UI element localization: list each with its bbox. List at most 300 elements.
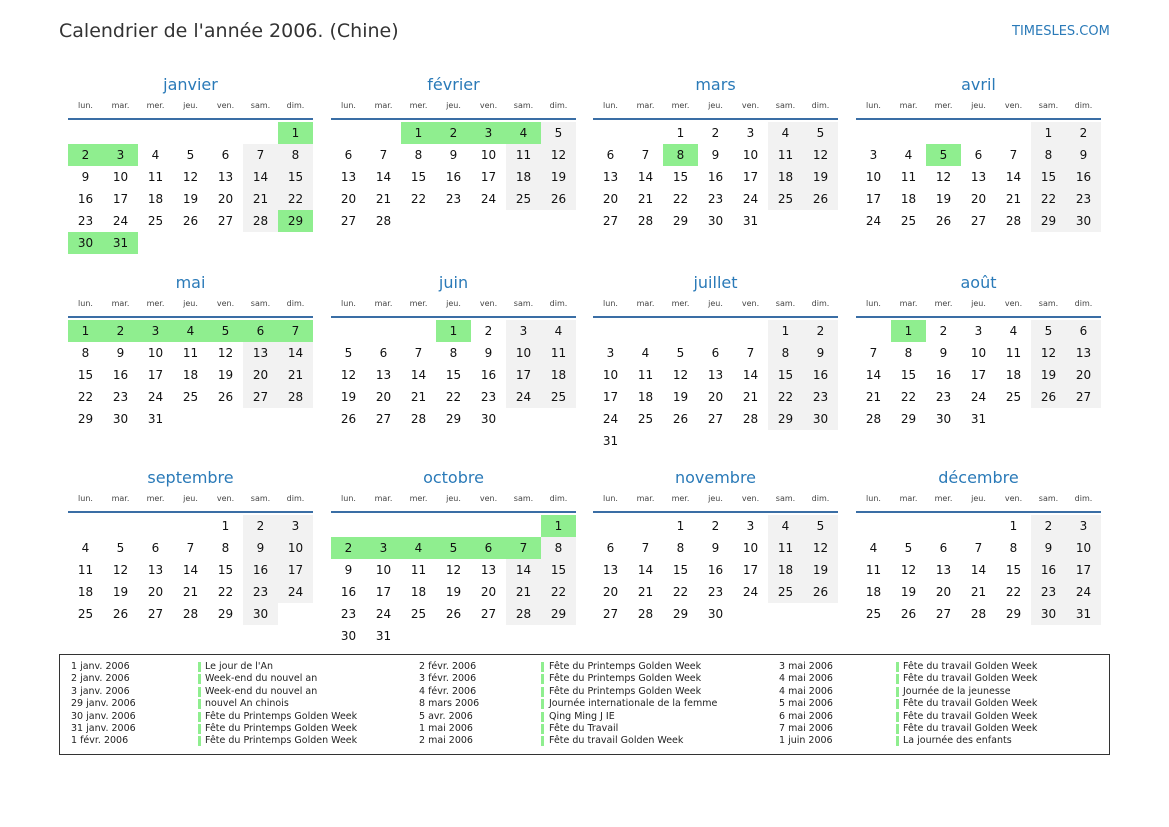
day-cell[interactable]: 25 — [410, 607, 427, 621]
day-cell[interactable]: 28 — [243, 210, 278, 232]
day-cell[interactable]: 9 — [1066, 144, 1101, 166]
day-cell[interactable]: 23 — [445, 192, 462, 206]
day-cell[interactable]: 4 — [768, 515, 803, 537]
day-cell[interactable]: 20 — [970, 192, 987, 206]
day-cell[interactable]: 9 — [449, 148, 458, 162]
day-cell[interactable]: 14 — [637, 170, 654, 184]
day-cell[interactable]: 24 — [1066, 581, 1101, 603]
day-cell[interactable]: 2 — [1031, 515, 1066, 537]
day-cell[interactable]: 3 — [471, 122, 506, 144]
day-cell[interactable]: 22 — [445, 390, 462, 404]
day-cell[interactable]: 17 — [1066, 559, 1101, 581]
day-cell[interactable]: 5 — [803, 515, 838, 537]
day-cell[interactable]: 20 — [602, 192, 619, 206]
day-cell[interactable]: 20 — [217, 192, 234, 206]
day-cell[interactable]: 28 — [970, 607, 987, 621]
day-cell[interactable]: 11 — [541, 342, 576, 364]
day-cell[interactable]: 21 — [243, 188, 278, 210]
day-cell[interactable]: 10 — [970, 346, 987, 360]
day-cell[interactable]: 20 — [1066, 364, 1101, 386]
day-cell[interactable]: 19 — [935, 192, 952, 206]
day-cell[interactable]: 30 — [68, 232, 103, 254]
day-cell[interactable]: 13 — [602, 563, 619, 577]
day-cell[interactable]: 25 — [768, 188, 803, 210]
day-cell[interactable]: 20 — [935, 585, 952, 599]
day-cell[interactable]: 6 — [974, 148, 983, 162]
day-cell[interactable]: 18 — [147, 192, 164, 206]
day-cell[interactable]: 6 — [471, 537, 506, 559]
day-cell[interactable]: 6 — [1066, 320, 1101, 342]
day-cell[interactable]: 21 — [637, 192, 654, 206]
day-cell[interactable]: 25 — [77, 607, 94, 621]
day-cell[interactable]: 29 — [1031, 210, 1066, 232]
day-cell[interactable]: 23 — [77, 214, 94, 228]
day-cell[interactable]: 24 — [480, 192, 497, 206]
day-cell[interactable]: 1 — [436, 320, 471, 342]
day-cell[interactable]: 4 — [904, 148, 913, 162]
day-cell[interactable]: 30 — [935, 412, 952, 426]
site-link[interactable]: TIMESLES.COM — [1012, 24, 1110, 39]
day-cell[interactable]: 10 — [506, 342, 541, 364]
day-cell[interactable]: 28 — [410, 412, 427, 426]
day-cell[interactable]: 27 — [243, 386, 278, 408]
day-cell[interactable]: 1 — [1009, 519, 1018, 533]
day-cell[interactable]: 18 — [865, 585, 882, 599]
day-cell[interactable]: 23 — [1066, 188, 1101, 210]
day-cell[interactable]: 10 — [1066, 537, 1101, 559]
day-cell[interactable]: 28 — [375, 214, 392, 228]
day-cell[interactable]: 24 — [506, 386, 541, 408]
day-cell[interactable]: 15 — [410, 170, 427, 184]
day-cell[interactable]: 5 — [1031, 320, 1066, 342]
day-cell[interactable]: 2 — [711, 126, 720, 140]
day-cell[interactable]: 30 — [1066, 210, 1101, 232]
day-cell[interactable]: 23 — [935, 390, 952, 404]
day-cell[interactable]: 26 — [900, 607, 917, 621]
day-cell[interactable]: 16 — [243, 559, 278, 581]
day-cell[interactable]: 14 — [865, 368, 882, 382]
day-cell[interactable]: 11 — [410, 563, 427, 577]
day-cell[interactable]: 18 — [900, 192, 917, 206]
day-cell[interactable]: 22 — [278, 188, 313, 210]
day-cell[interactable]: 10 — [742, 541, 759, 555]
day-cell[interactable]: 9 — [939, 346, 948, 360]
day-cell[interactable]: 7 — [278, 320, 313, 342]
day-cell[interactable]: 3 — [869, 148, 878, 162]
day-cell[interactable]: 23 — [803, 386, 838, 408]
day-cell[interactable]: 2 — [803, 320, 838, 342]
day-cell[interactable]: 28 — [865, 412, 882, 426]
day-cell[interactable]: 16 — [935, 368, 952, 382]
day-cell[interactable]: 22 — [77, 390, 94, 404]
day-cell[interactable]: 13 — [707, 368, 724, 382]
day-cell[interactable]: 6 — [606, 541, 615, 555]
day-cell[interactable]: 10 — [278, 537, 313, 559]
day-cell[interactable]: 8 — [81, 346, 90, 360]
day-cell[interactable]: 23 — [480, 390, 497, 404]
day-cell[interactable]: 24 — [375, 607, 392, 621]
day-cell[interactable]: 15 — [768, 364, 803, 386]
day-cell[interactable]: 10 — [112, 170, 129, 184]
day-cell[interactable]: 10 — [375, 563, 392, 577]
day-cell[interactable]: 8 — [663, 144, 698, 166]
day-cell[interactable]: 1 — [891, 320, 926, 342]
day-cell[interactable]: 19 — [803, 559, 838, 581]
day-cell[interactable]: 5 — [186, 148, 195, 162]
day-cell[interactable]: 14 — [243, 166, 278, 188]
day-cell[interactable]: 25 — [768, 581, 803, 603]
day-cell[interactable]: 11 — [637, 368, 654, 382]
day-cell[interactable]: 6 — [151, 541, 160, 555]
day-cell[interactable]: 5 — [436, 537, 471, 559]
day-cell[interactable]: 20 — [375, 390, 392, 404]
day-cell[interactable]: 29 — [1005, 607, 1022, 621]
day-cell[interactable]: 9 — [243, 537, 278, 559]
day-cell[interactable]: 22 — [900, 390, 917, 404]
day-cell[interactable]: 17 — [742, 563, 759, 577]
day-cell[interactable]: 3 — [278, 515, 313, 537]
day-cell[interactable]: 27 — [147, 607, 164, 621]
day-cell[interactable]: 30 — [112, 412, 129, 426]
day-cell[interactable]: 17 — [506, 364, 541, 386]
day-cell[interactable]: 16 — [445, 170, 462, 184]
day-cell[interactable]: 2 — [68, 144, 103, 166]
day-cell[interactable]: 11 — [182, 346, 199, 360]
day-cell[interactable]: 26 — [340, 412, 357, 426]
day-cell[interactable]: 2 — [939, 324, 948, 338]
day-cell[interactable]: 1 — [541, 515, 576, 537]
day-cell[interactable]: 15 — [541, 559, 576, 581]
day-cell[interactable]: 2 — [1066, 122, 1101, 144]
day-cell[interactable]: 23 — [707, 192, 724, 206]
day-cell[interactable]: 23 — [340, 607, 357, 621]
day-cell[interactable]: 8 — [278, 144, 313, 166]
day-cell[interactable]: 11 — [506, 144, 541, 166]
day-cell[interactable]: 13 — [935, 563, 952, 577]
day-cell[interactable]: 10 — [147, 346, 164, 360]
day-cell[interactable]: 21 — [278, 364, 313, 386]
day-cell[interactable]: 31 — [742, 214, 759, 228]
day-cell[interactable]: 25 — [1005, 390, 1022, 404]
day-cell[interactable]: 22 — [1031, 188, 1066, 210]
day-cell[interactable]: 22 — [672, 585, 689, 599]
day-cell[interactable]: 8 — [414, 148, 423, 162]
day-cell[interactable]: 26 — [541, 188, 576, 210]
day-cell[interactable]: 14 — [970, 563, 987, 577]
day-cell[interactable]: 7 — [641, 541, 650, 555]
day-cell[interactable]: 12 — [803, 537, 838, 559]
day-cell[interactable]: 12 — [182, 170, 199, 184]
day-cell[interactable]: 18 — [768, 559, 803, 581]
day-cell[interactable]: 27 — [340, 214, 357, 228]
day-cell[interactable]: 24 — [112, 214, 129, 228]
day-cell[interactable]: 4 — [541, 320, 576, 342]
day-cell[interactable]: 22 — [541, 581, 576, 603]
day-cell[interactable]: 8 — [1031, 144, 1066, 166]
day-cell[interactable]: 9 — [344, 563, 353, 577]
day-cell[interactable]: 2 — [243, 515, 278, 537]
day-cell[interactable]: 12 — [900, 563, 917, 577]
day-cell[interactable]: 2 — [711, 519, 720, 533]
day-cell[interactable]: 30 — [707, 214, 724, 228]
day-cell[interactable]: 28 — [182, 607, 199, 621]
day-cell[interactable]: 22 — [1005, 585, 1022, 599]
day-cell[interactable]: 19 — [217, 368, 234, 382]
day-cell[interactable]: 22 — [217, 585, 234, 599]
day-cell[interactable]: 25 — [182, 390, 199, 404]
day-cell[interactable]: 14 — [375, 170, 392, 184]
day-cell[interactable]: 7 — [414, 346, 423, 360]
day-cell[interactable]: 30 — [243, 603, 278, 625]
day-cell[interactable]: 5 — [208, 320, 243, 342]
day-cell[interactable]: 20 — [602, 585, 619, 599]
day-cell[interactable]: 25 — [900, 214, 917, 228]
day-cell[interactable]: 22 — [410, 192, 427, 206]
day-cell[interactable]: 21 — [410, 390, 427, 404]
day-cell[interactable]: 27 — [217, 214, 234, 228]
day-cell[interactable]: 18 — [1005, 368, 1022, 382]
day-cell[interactable]: 31 — [602, 434, 619, 448]
day-cell[interactable]: 14 — [278, 342, 313, 364]
day-cell[interactable]: 16 — [803, 364, 838, 386]
day-cell[interactable]: 6 — [939, 541, 948, 555]
day-cell[interactable]: 30 — [480, 412, 497, 426]
day-cell[interactable]: 16 — [112, 368, 129, 382]
day-cell[interactable]: 21 — [182, 585, 199, 599]
day-cell[interactable]: 5 — [803, 122, 838, 144]
day-cell[interactable]: 15 — [278, 166, 313, 188]
day-cell[interactable]: 29 — [217, 607, 234, 621]
day-cell[interactable]: 18 — [541, 364, 576, 386]
day-cell[interactable]: 17 — [147, 368, 164, 382]
day-cell[interactable]: 28 — [1005, 214, 1022, 228]
day-cell[interactable]: 6 — [711, 346, 720, 360]
day-cell[interactable]: 26 — [112, 607, 129, 621]
day-cell[interactable]: 1 — [68, 320, 103, 342]
day-cell[interactable]: 13 — [217, 170, 234, 184]
day-cell[interactable]: 28 — [637, 607, 654, 621]
day-cell[interactable]: 25 — [506, 188, 541, 210]
day-cell[interactable]: 15 — [445, 368, 462, 382]
day-cell[interactable]: 3 — [103, 144, 138, 166]
day-cell[interactable]: 12 — [541, 144, 576, 166]
day-cell[interactable]: 1 — [401, 122, 436, 144]
day-cell[interactable]: 21 — [375, 192, 392, 206]
day-cell[interactable]: 4 — [151, 148, 160, 162]
day-cell[interactable]: 1 — [1031, 122, 1066, 144]
day-cell[interactable]: 29 — [672, 607, 689, 621]
day-cell[interactable]: 3 — [366, 537, 401, 559]
day-cell[interactable]: 3 — [506, 320, 541, 342]
day-cell[interactable]: 1 — [676, 519, 685, 533]
day-cell[interactable]: 12 — [217, 346, 234, 360]
day-cell[interactable]: 14 — [182, 563, 199, 577]
day-cell[interactable]: 13 — [480, 563, 497, 577]
day-cell[interactable]: 4 — [81, 541, 90, 555]
day-cell[interactable]: 20 — [340, 192, 357, 206]
day-cell[interactable]: 3 — [746, 126, 755, 140]
day-cell[interactable]: 13 — [1066, 342, 1101, 364]
day-cell[interactable]: 29 — [768, 408, 803, 430]
day-cell[interactable]: 30 — [803, 408, 838, 430]
day-cell[interactable]: 27 — [1066, 386, 1101, 408]
day-cell[interactable]: 24 — [865, 214, 882, 228]
day-cell[interactable]: 13 — [340, 170, 357, 184]
day-cell[interactable]: 4 — [641, 346, 650, 360]
day-cell[interactable]: 16 — [707, 563, 724, 577]
day-cell[interactable]: 28 — [637, 214, 654, 228]
day-cell[interactable]: 24 — [278, 581, 313, 603]
day-cell[interactable]: 26 — [935, 214, 952, 228]
day-cell[interactable]: 4 — [173, 320, 208, 342]
day-cell[interactable]: 9 — [711, 541, 720, 555]
day-cell[interactable]: 7 — [243, 144, 278, 166]
day-cell[interactable]: 16 — [480, 368, 497, 382]
day-cell[interactable]: 3 — [974, 324, 983, 338]
day-cell[interactable]: 20 — [147, 585, 164, 599]
day-cell[interactable]: 27 — [480, 607, 497, 621]
day-cell[interactable]: 4 — [506, 122, 541, 144]
day-cell[interactable]: 31 — [375, 629, 392, 643]
day-cell[interactable]: 15 — [1031, 166, 1066, 188]
day-cell[interactable]: 1 — [278, 122, 313, 144]
day-cell[interactable]: 16 — [1031, 559, 1066, 581]
day-cell[interactable]: 23 — [1031, 581, 1066, 603]
day-cell[interactable]: 18 — [637, 390, 654, 404]
day-cell[interactable]: 30 — [1031, 603, 1066, 625]
day-cell[interactable]: 7 — [379, 148, 388, 162]
day-cell[interactable]: 19 — [340, 390, 357, 404]
day-cell[interactable]: 28 — [742, 412, 759, 426]
day-cell[interactable]: 15 — [900, 368, 917, 382]
day-cell[interactable]: 30 — [340, 629, 357, 643]
day-cell[interactable]: 27 — [935, 607, 952, 621]
day-cell[interactable]: 6 — [221, 148, 230, 162]
day-cell[interactable]: 3 — [606, 346, 615, 360]
day-cell[interactable]: 29 — [672, 214, 689, 228]
day-cell[interactable]: 4 — [768, 122, 803, 144]
day-cell[interactable]: 12 — [1031, 342, 1066, 364]
day-cell[interactable]: 25 — [147, 214, 164, 228]
day-cell[interactable]: 29 — [278, 210, 313, 232]
day-cell[interactable]: 24 — [742, 585, 759, 599]
day-cell[interactable]: 31 — [103, 232, 138, 254]
day-cell[interactable]: 9 — [484, 346, 493, 360]
day-cell[interactable]: 17 — [865, 192, 882, 206]
day-cell[interactable]: 21 — [865, 390, 882, 404]
day-cell[interactable]: 27 — [602, 607, 619, 621]
day-cell[interactable]: 10 — [742, 148, 759, 162]
day-cell[interactable]: 9 — [116, 346, 125, 360]
day-cell[interactable]: 1 — [221, 519, 230, 533]
day-cell[interactable]: 16 — [1066, 166, 1101, 188]
day-cell[interactable]: 19 — [803, 166, 838, 188]
day-cell[interactable]: 13 — [375, 368, 392, 382]
day-cell[interactable]: 8 — [449, 346, 458, 360]
day-cell[interactable]: 11 — [900, 170, 917, 184]
day-cell[interactable]: 16 — [340, 585, 357, 599]
day-cell[interactable]: 8 — [1009, 541, 1018, 555]
day-cell[interactable]: 20 — [480, 585, 497, 599]
day-cell[interactable]: 7 — [746, 346, 755, 360]
day-cell[interactable]: 18 — [77, 585, 94, 599]
day-cell[interactable]: 8 — [676, 541, 685, 555]
day-cell[interactable]: 24 — [742, 192, 759, 206]
day-cell[interactable]: 26 — [217, 390, 234, 404]
day-cell[interactable]: 29 — [77, 412, 94, 426]
day-cell[interactable]: 28 — [278, 386, 313, 408]
day-cell[interactable]: 7 — [186, 541, 195, 555]
day-cell[interactable]: 17 — [742, 170, 759, 184]
day-cell[interactable]: 11 — [768, 537, 803, 559]
day-cell[interactable]: 14 — [742, 368, 759, 382]
day-cell[interactable]: 14 — [1005, 170, 1022, 184]
day-cell[interactable]: 26 — [803, 188, 838, 210]
day-cell[interactable]: 11 — [768, 144, 803, 166]
day-cell[interactable]: 15 — [1005, 563, 1022, 577]
day-cell[interactable]: 26 — [445, 607, 462, 621]
day-cell[interactable]: 18 — [182, 368, 199, 382]
day-cell[interactable]: 4 — [869, 541, 878, 555]
day-cell[interactable]: 23 — [112, 390, 129, 404]
day-cell[interactable]: 7 — [1009, 148, 1018, 162]
day-cell[interactable]: 27 — [602, 214, 619, 228]
day-cell[interactable]: 2 — [331, 537, 366, 559]
day-cell[interactable]: 1 — [768, 320, 803, 342]
day-cell[interactable]: 11 — [865, 563, 882, 577]
day-cell[interactable]: 23 — [243, 581, 278, 603]
day-cell[interactable]: 21 — [637, 585, 654, 599]
day-cell[interactable]: 26 — [803, 581, 838, 603]
day-cell[interactable]: 17 — [602, 390, 619, 404]
day-cell[interactable]: 5 — [344, 346, 353, 360]
day-cell[interactable]: 3 — [138, 320, 173, 342]
day-cell[interactable]: 7 — [974, 541, 983, 555]
day-cell[interactable]: 9 — [803, 342, 838, 364]
day-cell[interactable]: 29 — [900, 412, 917, 426]
day-cell[interactable]: 18 — [768, 166, 803, 188]
day-cell[interactable]: 25 — [637, 412, 654, 426]
day-cell[interactable]: 5 — [676, 346, 685, 360]
day-cell[interactable]: 5 — [904, 541, 913, 555]
day-cell[interactable]: 4 — [401, 537, 436, 559]
day-cell[interactable]: 18 — [410, 585, 427, 599]
day-cell[interactable]: 17 — [480, 170, 497, 184]
day-cell[interactable]: 19 — [445, 585, 462, 599]
day-cell[interactable]: 12 — [803, 144, 838, 166]
day-cell[interactable]: 15 — [217, 563, 234, 577]
day-cell[interactable]: 10 — [602, 368, 619, 382]
day-cell[interactable]: 13 — [243, 342, 278, 364]
day-cell[interactable]: 2 — [103, 320, 138, 342]
day-cell[interactable]: 31 — [970, 412, 987, 426]
day-cell[interactable]: 25 — [865, 607, 882, 621]
day-cell[interactable]: 30 — [707, 607, 724, 621]
day-cell[interactable]: 14 — [506, 559, 541, 581]
day-cell[interactable]: 12 — [672, 368, 689, 382]
day-cell[interactable]: 19 — [900, 585, 917, 599]
day-cell[interactable]: 3 — [1066, 515, 1101, 537]
day-cell[interactable]: 13 — [147, 563, 164, 577]
day-cell[interactable]: 15 — [672, 563, 689, 577]
day-cell[interactable]: 6 — [379, 346, 388, 360]
day-cell[interactable]: 26 — [1031, 386, 1066, 408]
day-cell[interactable]: 6 — [243, 320, 278, 342]
day-cell[interactable]: 7 — [641, 148, 650, 162]
day-cell[interactable]: 26 — [672, 412, 689, 426]
day-cell[interactable]: 8 — [541, 537, 576, 559]
day-cell[interactable]: 15 — [77, 368, 94, 382]
